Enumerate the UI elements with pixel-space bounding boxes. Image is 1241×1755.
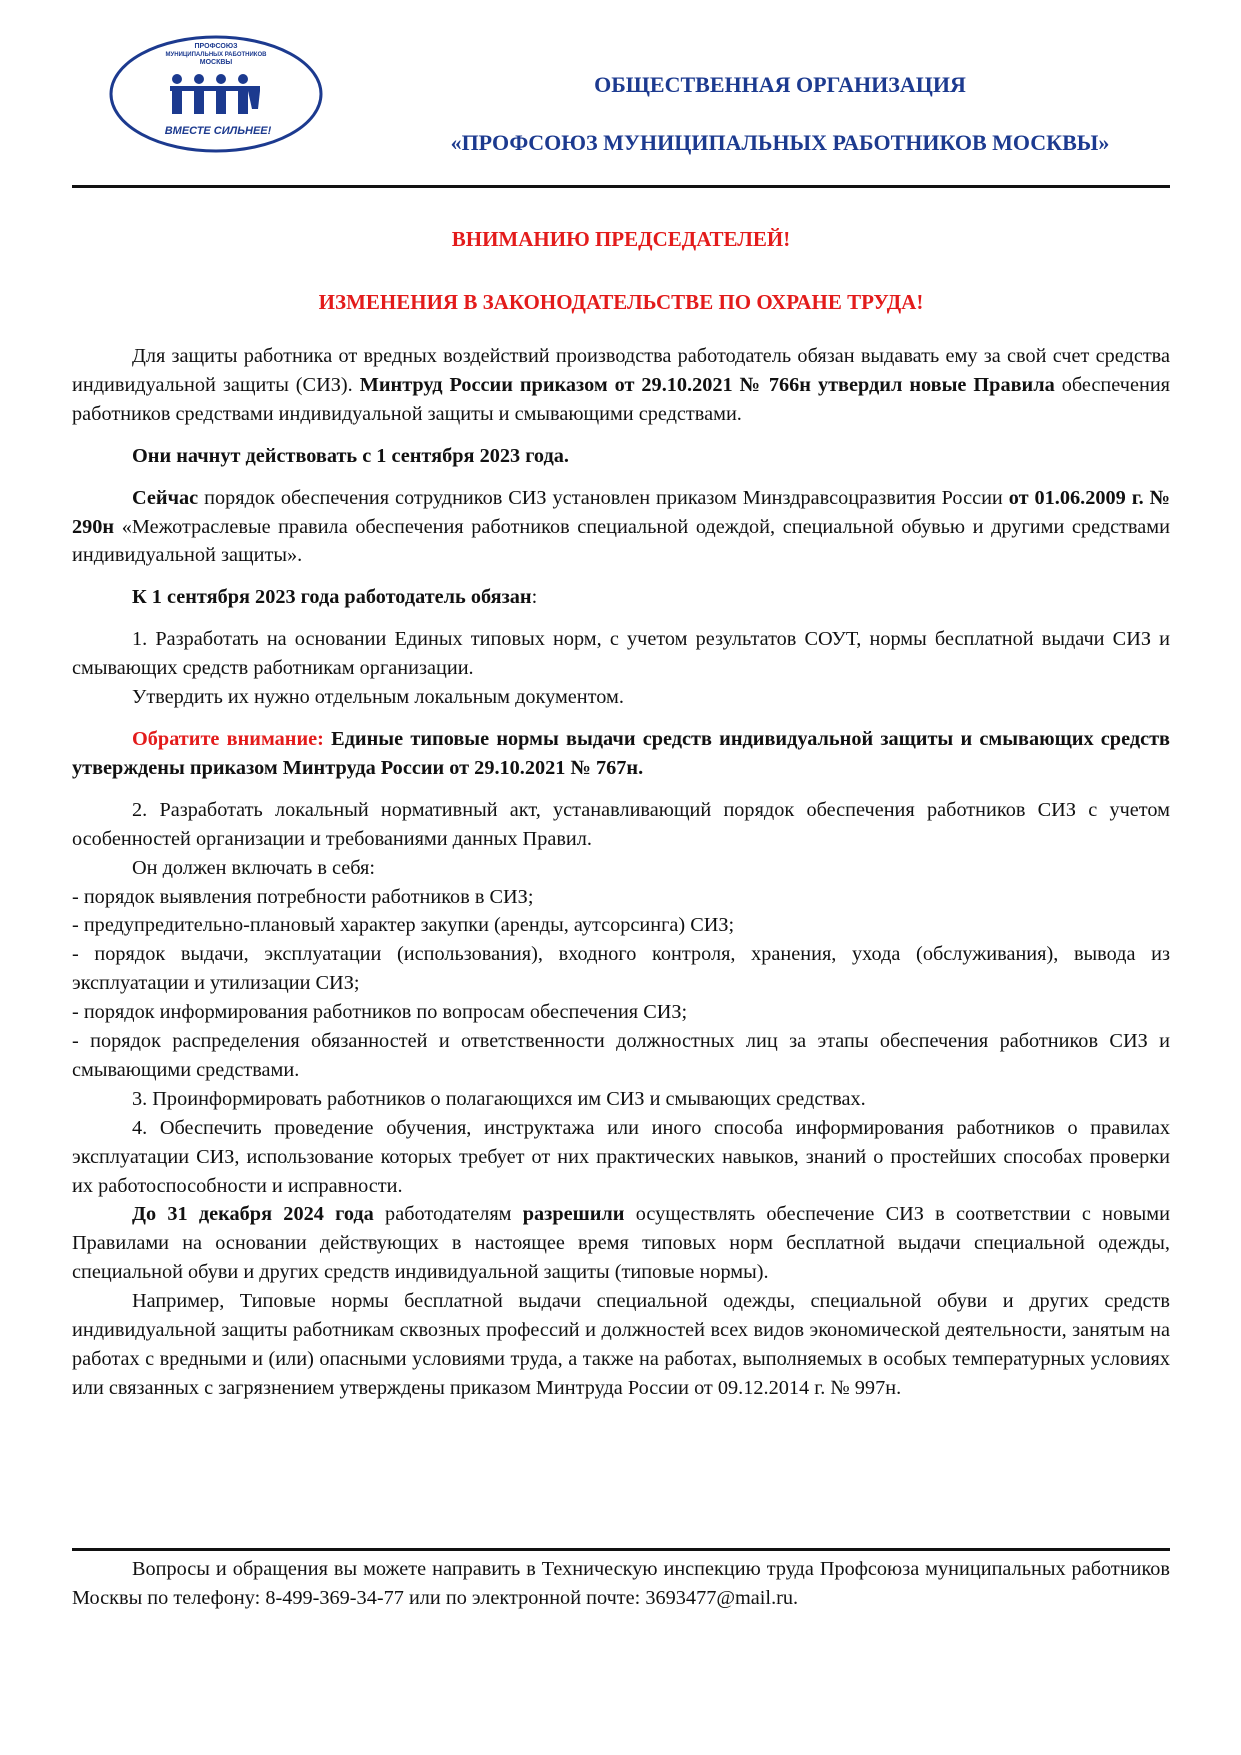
people-figures-icon	[170, 74, 260, 114]
paragraph-example: Например, Типовые нормы бесплатной выдачи специальной одежды, специальной обуви и других средств индивидуальной защиты работникам сквозных профессий и должностей всех видов экономической деятельности, занятым на работах с вредными и (или) опасными условиями труда, а также на работах, выполняемых в особых температурных условиях или связанных с загрязнением утверждены приказом Минтруда России от 09.12.2014 г. № 997н.	[72, 1290, 1170, 1399]
logo-slogan: ВМЕСТЕ СИЛЬНЕЕ!	[164, 125, 272, 137]
list-item-2: 2. Разработать локальный нормативный акт, устанавливающий порядок обеспечения работников СИЗ с учетом особенностей организации и требованиями данных Правил.	[72, 798, 1170, 850]
list-item-1: 1. Разработать на основании Единых типовых норм, с учетом результатов СОУТ, нормы бесплатной выдачи СИЗ и смывающих средств работникам организации.	[72, 628, 1170, 680]
list-bullet-4: - порядок информирования работников по вопросам обеспечения СИЗ;	[72, 1001, 688, 1024]
note-label: Обратите внимание:	[132, 727, 324, 750]
paragraph-employer-obliged: К 1 сентября 2023 года работодатель обязан:	[132, 586, 538, 609]
changes-heading: ИЗМЕНЕНИЯ В ЗАКОНОДАТЕЛЬСТВЕ ПО ОХРАНЕ ТРУДА!	[318, 290, 924, 314]
footer-divider	[72, 1548, 1170, 1551]
list-item-3: 3. Проинформировать работников о полагающихся им СИЗ и смывающих средствах.	[132, 1087, 866, 1110]
paragraph-effective-date: Они начнут действовать с 1 сентября 2023 года.	[132, 444, 569, 467]
list-item-4: 4. Обеспечить проведение обучения, инструктажа или иного способа информирования работников о правилах эксплуатации СИЗ, использование которых требует от них практических навыков, знаний о простейших способах проверки их работоспособности и исправности.	[72, 1116, 1170, 1197]
attention-heading: ВНИМАНИЮ ПРЕДСЕДАТЕЛЕЙ!	[451, 227, 791, 251]
paragraph-should-include: Он должен включать в себя:	[132, 856, 376, 879]
header-divider	[72, 185, 1170, 188]
org-name-line-1: ОБЩЕСТВЕННАЯ ОРГАНИЗАЦИЯ	[594, 72, 966, 97]
logo-top-text-3: МОСКВЫ	[199, 59, 233, 66]
paragraph-current-order: Сейчас порядок обеспечения сотрудников СИЗ установлен приказом Минздравсоцразвития России от 01.06.2009 г. № 290н «Межотраслевые правила обеспечения работников специальной одеждой, специальной обувью и другими средствами индивидуальной защиты».	[72, 486, 1171, 567]
paragraph-approve: Утвердить их нужно отдельным локальным документом.	[132, 686, 624, 709]
list-bullet-2: - предупредительно-плановый характер закупки (аренды, аутсорсинга) СИЗ;	[72, 914, 735, 937]
list-bullet-1: - порядок выявления потребности работников в СИЗ;	[72, 885, 534, 908]
paragraph-note: Обратите внимание: Единые типовые нормы выдачи средств индивидуальной защиты и смывающих средств утверждены приказом Минтруда России от 29.10.2021 № 767н.	[72, 727, 1170, 779]
logo-top-text-1: ПРОФСОЮЗ	[194, 43, 238, 50]
logo-top-text-2: МУНИЦИПАЛЬНЫХ РАБОТНИКОВ	[165, 52, 267, 58]
union-logo	[108, 34, 324, 154]
list-bullet-5: - порядок распределения обязанностей и ответственности должностных лиц за этапы обеспечения работников СИЗ и смывающими средствами.	[72, 1030, 1170, 1081]
org-name-line-2: «ПРОФСОЮЗ МУНИЦИПАЛЬНЫХ РАБОТНИКОВ МОСКВЫ»	[450, 130, 1110, 155]
paragraph-intro: Для защиты работника от вредных воздействий производства работодатель обязан выдавать ему за свой счет средства индивидуальной защиты (СИЗ). Минтруд России приказом от 29.10.2021 № 766н утвердил новые Правила обеспечения работников средствами индивидуальной защиты и смывающими средствами.	[72, 345, 1171, 425]
contact-text: Вопросы и обращения вы можете направить в Техническую инспекцию труда Профсоюза муниципальных работников Москвы по телефону: 8-499-369-34-77 или по электронной почте: 3693477@mail.ru.	[72, 1558, 1170, 1609]
contact-footer	[72, 1555, 1170, 1613]
document-body	[72, 342, 1170, 1403]
paragraph-deadline: До 31 декабря 2024 года работодателям разрешили осуществлять обеспечение СИЗ в соответствии с новыми Правилами на основании действующих в настоящее время типовых норм бесплатной выдачи специальной одежды, специальной обуви и других средств индивидуальной защиты (типовые нормы).	[72, 1203, 1170, 1284]
list-bullet-3: - порядок выдачи, эксплуатации (использования), входного контроля, хранения, ухода (обслуживания), вывода из эксплуатации и утилизации СИЗ;	[72, 943, 1170, 995]
